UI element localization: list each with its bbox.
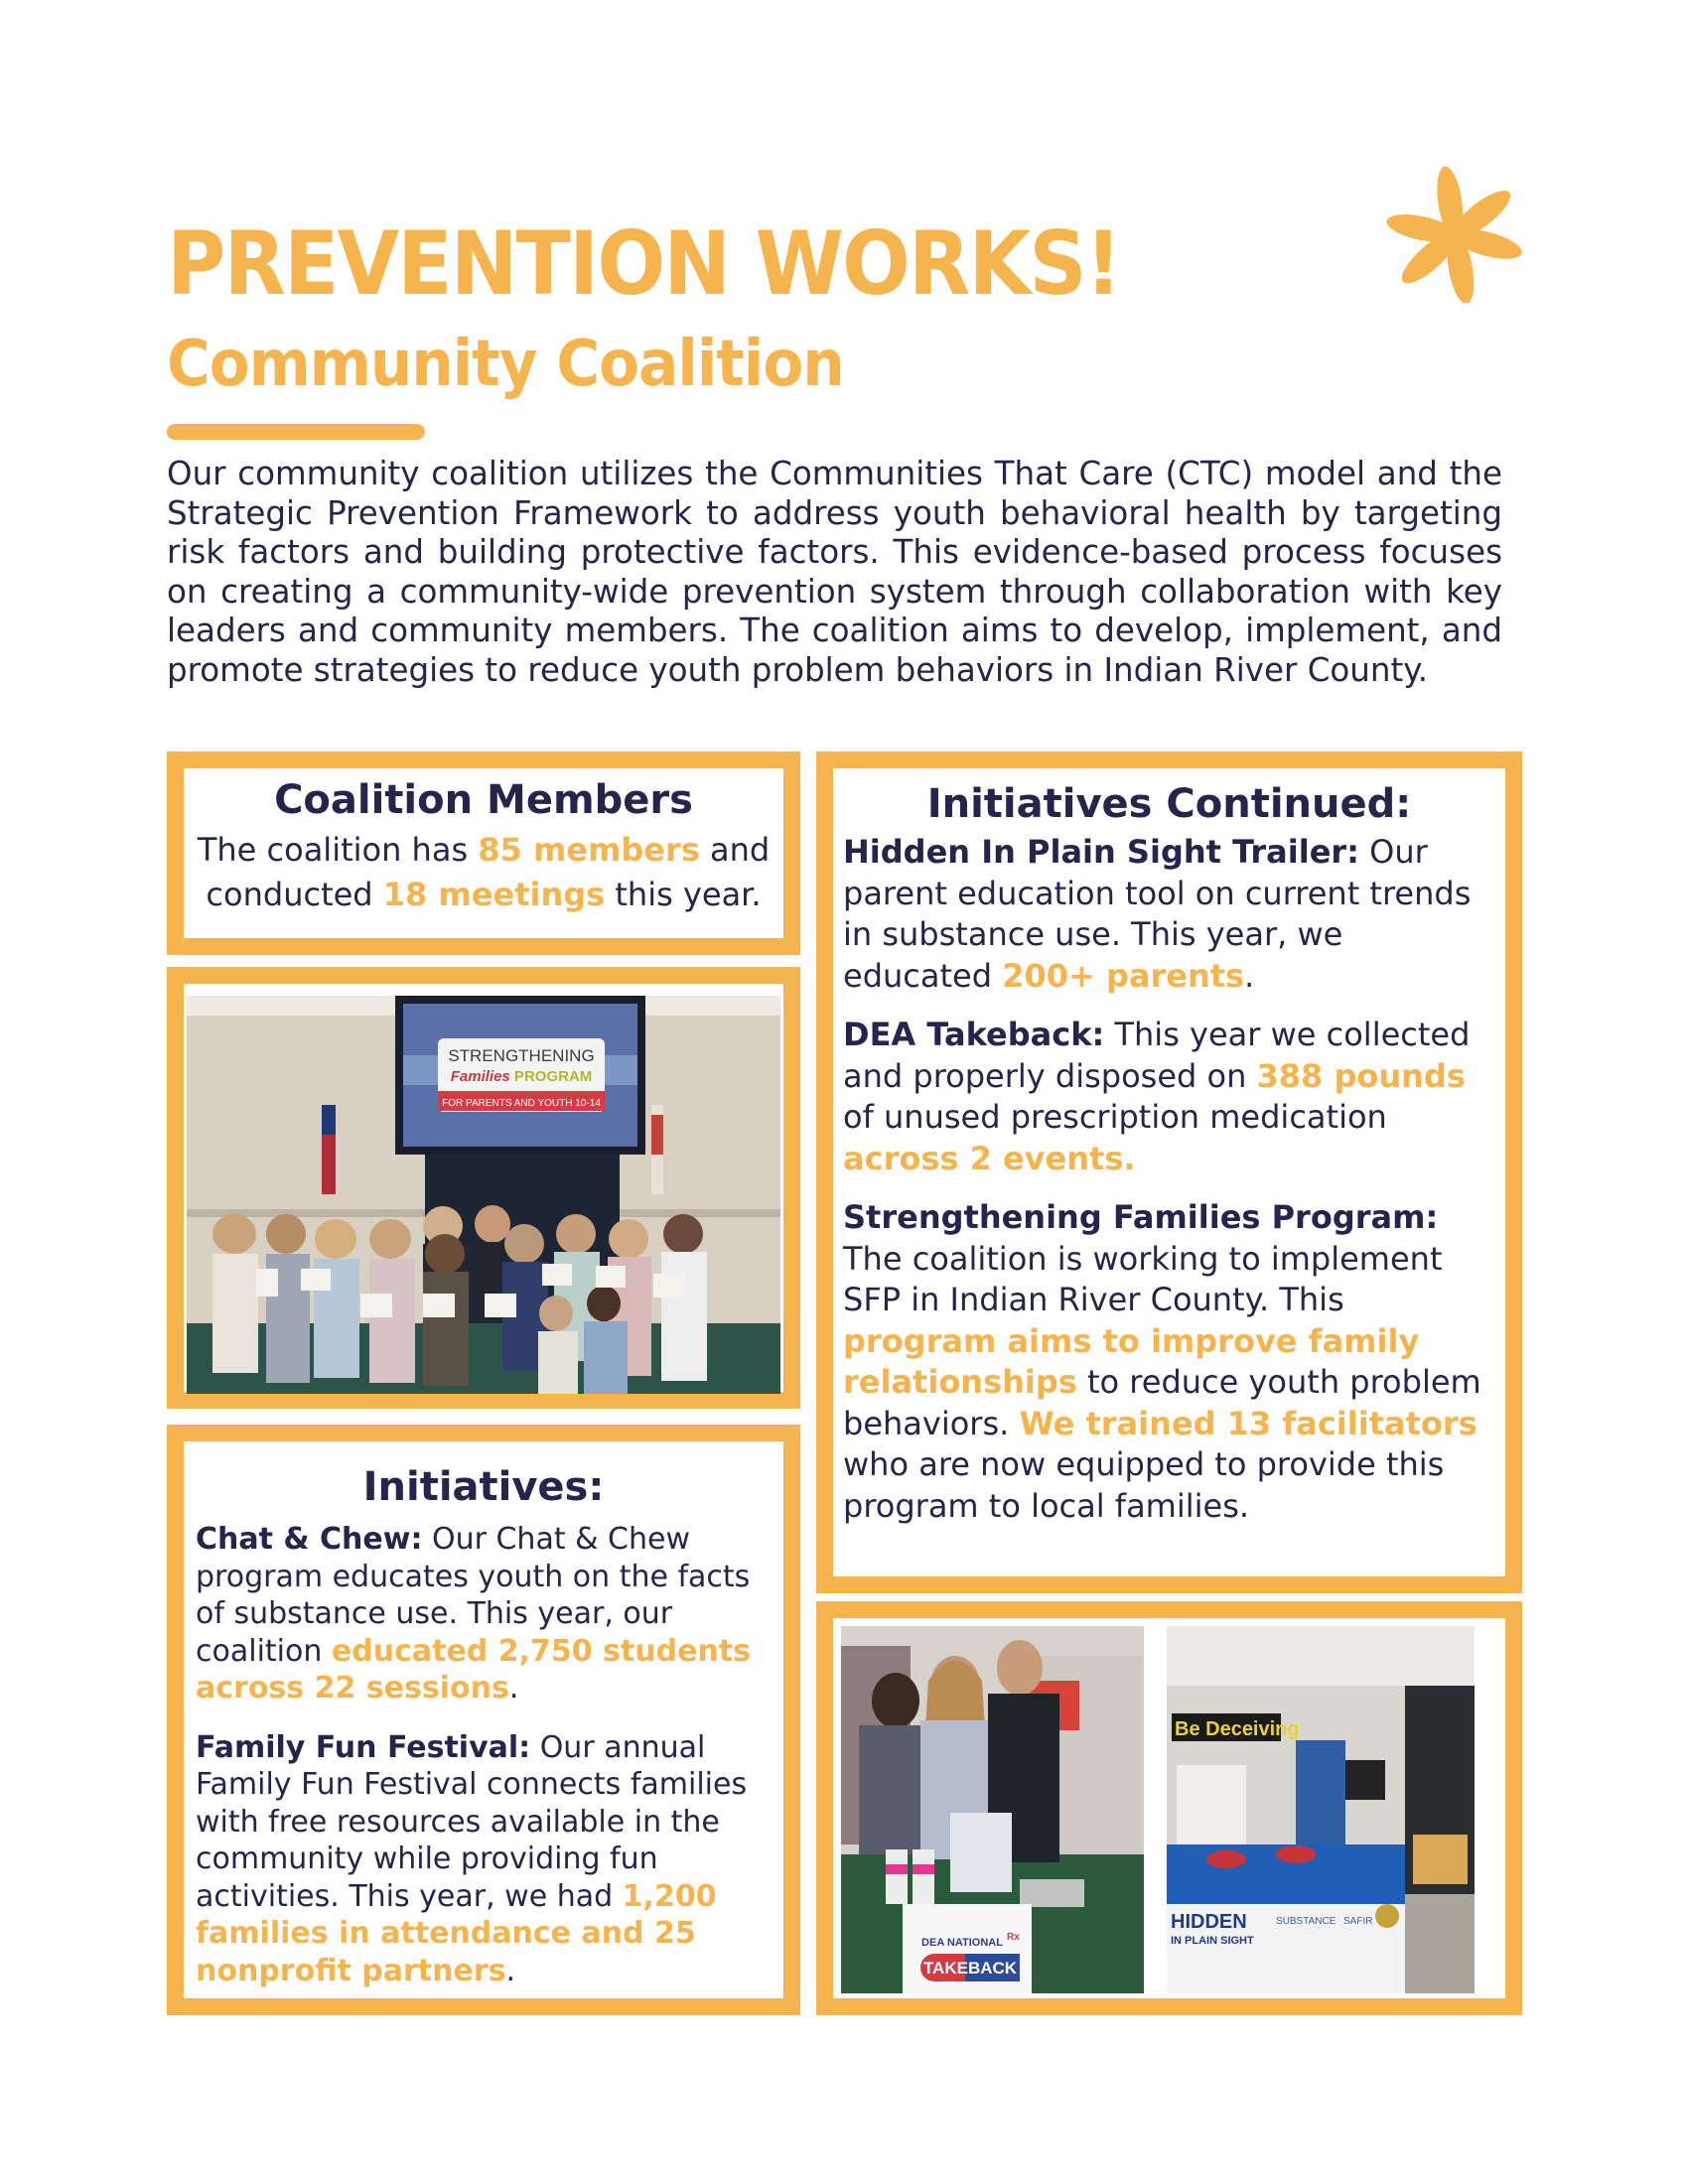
sfp-screen-line-3: FOR PARENTS AND YOUTH 10-14 [442,1098,601,1109]
hidden-in-plain-sight-stat: 200+ parents [1002,956,1245,995]
sfp-text-2: to reduce youth problem behaviors. [843,1363,1481,1442]
dea-takeback-events: across 2 events. [843,1139,1136,1177]
members-count: 85 members [478,831,700,869]
dea-sign-line-2: TAKEBACK [922,1959,1018,1978]
chat-and-chew-end: . [508,1671,519,1706]
meetings-count: 18 meetings [382,876,606,913]
sfp-photo-card [167,967,800,1409]
trailer-table-line-1: HIDDEN [1171,1911,1247,1933]
family-fun-festival-text: Our annual Family Fun Festival connects families with free resources available in the community while providing fun activities. This year, we had [196,1729,748,1914]
chat-and-chew-text: Our Chat & Chew program educates youth on the facts of substance use. This year, our coalition [196,1522,751,1669]
hidden-in-plain-sight-label: Hidden In Plain Sight Trailer: [843,833,1359,871]
dea-takeback-pounds: 388 pounds [1256,1056,1466,1095]
initiatives-heading: Initiatives: [362,1464,605,1510]
sfp-text: The coalition is working to implement SFP in Indian River County. This [843,1239,1443,1318]
hidden-in-plain-sight-paragraph [843,832,1495,997]
dea-sign-rx: Rx [1007,1932,1020,1943]
sfp-group-photo [187,996,780,1394]
chat-and-chew-label: Chat & Chew: [196,1522,423,1557]
trailer-table-line-2: IN PLAIN SIGHT [1171,1935,1254,1947]
sfp-label: Strengthening Families Program: [843,1198,1439,1236]
members-text-3: this year. [605,876,762,913]
hidden-in-plain-sight-trailer-photo [1167,1626,1475,1993]
dea-takeback-paragraph [843,1015,1495,1179]
coalition-members-text [184,828,783,917]
sfp-screen-line-2 [451,1068,593,1085]
sfp-screen-program: PROGRAM [509,1068,593,1085]
dea-takeback-photo [841,1626,1144,1993]
sfp-text-3: who are now equipped to provide this program to local families. [843,1445,1445,1525]
page-title: PREVENTION WORKS! [167,212,1120,315]
title-underline-divider [167,424,425,440]
trailer-banner-text: Be Deceiving [1175,1718,1300,1740]
sfp-screen-families: Families [450,1068,510,1085]
hidden-in-plain-sight-text: Our parent education tool on current trends in substance use. This year, we educated [843,833,1472,995]
chat-and-chew-paragraph [196,1521,772,1707]
intro-paragraph: Our community coalition utilizes the Communities That Care (CTC) model and the Strategic Prevention Framework to address youth behavioral health by targeting risk factors and building protective factors. This evidence-based process focuses on creating a community-wide prevention system through collaboration with key leaders and community members. The coalition aims to develop, implement, and promote strategies to reduce youth problem behaviors in Indian River County. [167,455,1502,689]
asterisk-flower-icon [1375,164,1534,303]
sfp-paragraph [843,1197,1495,1527]
family-fun-festival-end: . [505,1953,515,1988]
initiatives-continued-heading: Initiatives Continued: [926,781,1412,827]
coalition-members-card [167,751,800,955]
trailer-logo-safir: SAFIR [1343,1916,1373,1927]
sfp-aim: program aims to improve family relationships [843,1321,1420,1401]
coalition-members-heading: Coalition Members [274,777,693,823]
sfp-screen-line-1: STRENGTHENING [448,1046,595,1065]
family-fun-festival-label: Family Fun Festival: [196,1729,531,1765]
trailer-logo-substance: SUBSTANCE [1276,1916,1336,1927]
sfp-facilitators: We trained 13 facilitators [1019,1404,1477,1442]
initiatives-card [167,1425,800,2015]
page-subtitle: Community Coalition [167,328,844,401]
initiatives-continued-card [816,751,1522,1593]
event-photos-card [816,1601,1522,2015]
dea-takeback-label: DEA Takeback: [843,1016,1105,1053]
chat-and-chew-stat: educated 2,750 students across 22 sessions [196,1633,751,1706]
hidden-in-plain-sight-end: . [1244,956,1255,995]
dea-takeback-text: This year we collected and properly disposed on [843,1016,1471,1095]
family-fun-festival-stat: 1,200 families in attendance and 25 nonprofit partners [196,1878,717,1988]
family-fun-festival-paragraph [196,1729,772,1990]
members-text-1: The coalition has [197,831,479,869]
dea-sign-line-1: DEA NATIONAL [921,1937,1003,1949]
dea-takeback-text-2: of unused prescription medication [843,1098,1387,1136]
members-text-2: and conducted [206,831,771,913]
